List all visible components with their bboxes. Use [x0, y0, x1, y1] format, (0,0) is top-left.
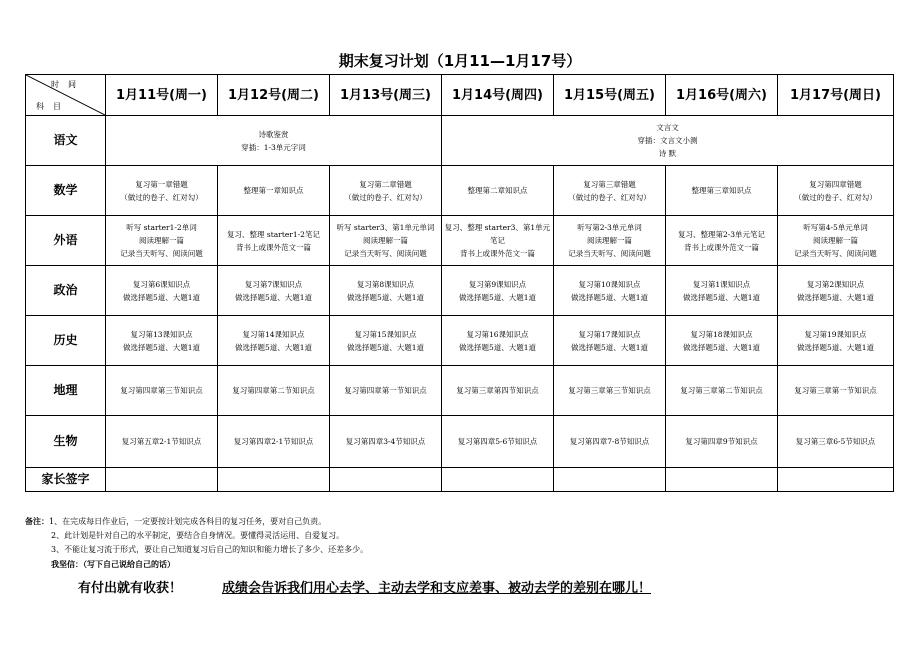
row-chinese: [26, 116, 894, 166]
plan-cell: 复习第三章第四节知识点: [442, 366, 554, 416]
slogan-part-1: 有付出就有收获！: [78, 581, 183, 596]
row-politics: [26, 266, 894, 316]
row-math: [26, 166, 894, 216]
plan-cell: 整理第一章知识点: [218, 166, 330, 216]
day-header: 1月12号(周二): [218, 75, 330, 116]
signature-cell[interactable]: [778, 468, 894, 492]
plan-cell: 听写第2-3单元单词 阅读理解一篇 记录当天听写、阅读问题: [554, 216, 666, 266]
subject-label: 历史: [26, 316, 106, 366]
pledge-line: 我坚信：（写下自己说给自己的话）: [51, 559, 175, 569]
day-header: 1月15号(周五): [554, 75, 666, 116]
plan-cell: 复习第9课知识点 做选择题5道、大题1道: [442, 266, 554, 316]
plan-cell: 复习第四章第三节知识点: [106, 366, 218, 416]
plan-cell: 复习第五章2-1节知识点: [106, 416, 218, 468]
plan-cell: 复习第四章2-1节知识点: [218, 416, 330, 468]
signature-cell[interactable]: [106, 468, 218, 492]
corner-label-subject: 科目: [36, 102, 70, 111]
day-header: 1月16号(周六): [666, 75, 778, 116]
subject-label: 家长签字: [26, 468, 106, 492]
subject-label: 生物: [26, 416, 106, 468]
page-title: 期末复习计划（1月11—1月17号）: [338, 52, 582, 70]
corner-label-time: 时间: [51, 80, 85, 89]
corner-header: [26, 75, 106, 116]
notes-label: 备注：: [25, 516, 49, 526]
plan-cell: 整理第三章知识点: [666, 166, 778, 216]
plan-cell: 复习第一章错题 （做过的卷子、红对勾）: [106, 166, 218, 216]
plan-cell: 复习第18课知识点 做选择题5道、大题1道: [666, 316, 778, 366]
review-plan-table: [25, 74, 894, 492]
plan-cell: 听写第4-5单元单词 阅读理解一篇 记录当天听写、阅读问题: [778, 216, 894, 266]
slogan: [78, 577, 651, 596]
plan-cell: 复习第19课知识点 做选择题5道、大题1道: [778, 316, 894, 366]
notes-section: [25, 514, 368, 571]
subject-label: 政治: [26, 266, 106, 316]
plan-cell: 复习第四章第一节知识点: [330, 366, 442, 416]
row-parent-signature: [26, 468, 894, 492]
plan-cell: 复习第四章错题 （做过的卷子、红对勾）: [778, 166, 894, 216]
plan-cell: 听写 starter1-2单词 阅读理解一篇 记录当天听写、阅读问题: [106, 216, 218, 266]
signature-cell[interactable]: [554, 468, 666, 492]
plan-cell: 文言文 穿插：文言文小测 诗 默: [442, 116, 894, 166]
note-item: 2、此计划是针对自己的水平制定，要结合自身情况。要懂得灵活运用、自爱复习。: [51, 531, 345, 540]
row-history: [26, 316, 894, 366]
note-item: 备注：1、在完成每日作业后，一定要按计划完成各科目的复习任务，要对自己负责。: [25, 516, 327, 526]
plan-cell: 整理第二章知识点: [442, 166, 554, 216]
signature-cell[interactable]: [218, 468, 330, 492]
subject-label: 数学: [26, 166, 106, 216]
plan-cell: 复习第13课知识点 做选择题5道、大题1道: [106, 316, 218, 366]
plan-cell: 复习第三章错题 （做过的卷子、红对勾）: [554, 166, 666, 216]
plan-cell: 复习第15课知识点 做选择题5道、大题1道: [330, 316, 442, 366]
plan-cell: 复习第四章5-6节知识点: [442, 416, 554, 468]
plan-cell: 复习第10课知识点 做选择题5道、大题1道: [554, 266, 666, 316]
day-header: 1月13号(周三): [330, 75, 442, 116]
plan-cell: 诗歌鉴赏 穿插：1-3单元字词: [106, 116, 442, 166]
plan-cell: 听写 starter3、第1单元单词 阅读理解一篇 记录当天听写、阅读问题: [330, 216, 442, 266]
row-biology: [26, 416, 894, 468]
plan-cell: 复习第17课知识点 做选择题5道、大题1道: [554, 316, 666, 366]
row-geography: [26, 366, 894, 416]
plan-cell: 复习第三章第三节知识点: [554, 366, 666, 416]
header-row: [26, 75, 894, 116]
row-english: [26, 216, 894, 266]
plan-cell: 复习、整理 starter3、第1单元 笔记 背书上或课外范文一篇: [442, 216, 554, 266]
plan-cell: 复习第四章3-4节知识点: [330, 416, 442, 468]
subject-label: 语文: [26, 116, 106, 166]
subject-label: 地理: [26, 366, 106, 416]
plan-cell: 复习第6课知识点 做选择题5道、大题1道: [106, 266, 218, 316]
plan-cell: 复习、整理第2-3单元笔记 背书上或课外范文一篇: [666, 216, 778, 266]
plan-cell: 复习第四章9节知识点: [666, 416, 778, 468]
day-header: 1月17号(周日): [778, 75, 894, 116]
plan-cell: 复习第14课知识点 做选择题5道、大题1道: [218, 316, 330, 366]
day-header: 1月11号(周一): [106, 75, 218, 116]
signature-cell[interactable]: [666, 468, 778, 492]
note-item: 3、不能让复习流于形式，要让自己知道复习后自己的知识和能力增长了多少、还差多少。: [51, 545, 369, 554]
plan-cell: 复习第7课知识点 做选择题5道、大题1道: [218, 266, 330, 316]
plan-cell: 复习第三章第一节知识点: [778, 366, 894, 416]
plan-cell: 复习第二章错题 （做过的卷子、红对勾）: [330, 166, 442, 216]
plan-cell: 复习第16课知识点 做选择题5道、大题1道: [442, 316, 554, 366]
plan-cell: 复习第三章第二节知识点: [666, 366, 778, 416]
slogan-part-2: 成绩会告诉我们用心去学、主动去学和支应差事、被动去学的差别在哪儿！: [222, 581, 652, 596]
plan-cell: 复习、整理 starter1-2笔记 背书上或课外范文一篇: [218, 216, 330, 266]
signature-cell[interactable]: [442, 468, 554, 492]
plan-cell: 复习第四章第二节知识点: [218, 366, 330, 416]
plan-cell: 复习第四章7-8节知识点: [554, 416, 666, 468]
day-header: 1月14号(周四): [442, 75, 554, 116]
plan-cell: 复习第三章6-5节知识点: [778, 416, 894, 468]
plan-cell: 复习第8课知识点 做选择题5道、大题1道: [330, 266, 442, 316]
subject-label: 外语: [26, 216, 106, 266]
plan-cell: 复习第1课知识点 做选择题5道、大题1道: [666, 266, 778, 316]
plan-cell: 复习第2课知识点 做选择题5道、大题1道: [778, 266, 894, 316]
signature-cell[interactable]: [330, 468, 442, 492]
